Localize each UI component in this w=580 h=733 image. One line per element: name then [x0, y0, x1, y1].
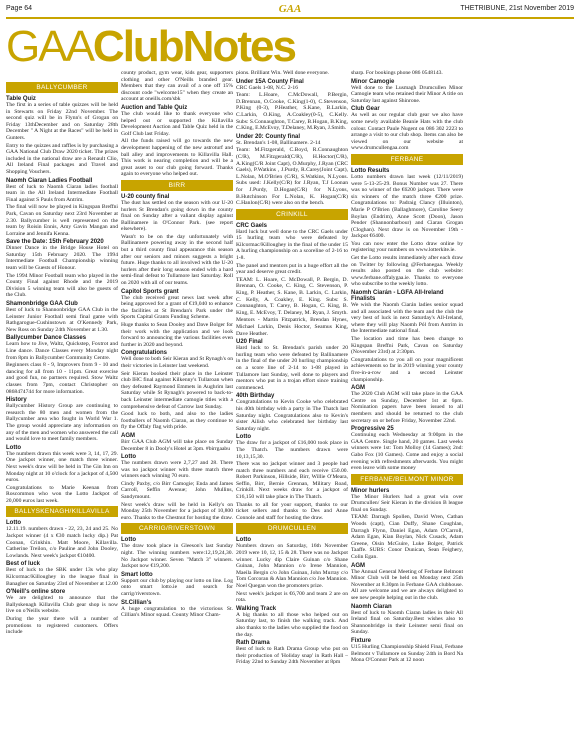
item-paragraph: Beginners class 8 - 9, Improvers from 9 - 10 and dancing for all from 10 - 11pm. Great exercise and good fun, no partners required. Stow Waltz classes from 7pm, contact Christopher on 0868474744 for more information. [6, 362, 118, 395]
item-paragraph: Congratulations to Kevin Cooke who celebrated his 40th birthday with a party in The Thatch last Saturday night. Congratulations also to Kevin's sister Ailish who celebrated her birthday last Saturday night. [236, 399, 348, 432]
item-heading: Lotto [236, 537, 251, 544]
item-paragraph: Get the Lotto results immediately after each draw on Twitter by following @Ferbanegaa. Weekly results also posted on the club website: www.ferbane.offalygaa.ie. Thanks to everyone who subscribe to the weekly lotto. [351, 255, 463, 288]
item-heading: Shamonbridge GAA Club [6, 301, 78, 308]
item-paragraph: Birr GAA Club AGM will take place on Sunday December 8 in Dooly's Hotel at 3pm. #birrgaabu [121, 438, 233, 452]
item-paragraph: Cindy Paxby, c/o Birr Camogie; Enda and James Carroll, Seffin Avenue; John Mullins, Sandymount. [121, 480, 233, 501]
item-paragraph: Dinner Dance in the Bridge House Hotel on Saturday 15th February 2020. The 1994 Intermediate Football Championship winning team will be Guests of Honour. [6, 245, 118, 272]
item-paragraph: U15 Hurling Championship Shield Final, Ferbane Belmont v Tullamore on Sunday 24th in Bord Na Mona O'Connor Park at 12 noon [351, 643, 463, 664]
item-paragraph: Congratulations to Marie Keenan from Roscommon who won the Lotto Jackpot of 20,000 euros last week. [6, 484, 118, 504]
item-heading: Congratulations [121, 350, 167, 357]
item-heading: Auction and Table Quiz [121, 104, 188, 111]
column-2 [121, 70, 233, 727]
item-heading: Under 20: County final [236, 133, 301, 140]
item-paragraph: pions. Brilliant Win. Well done everyone. [236, 70, 329, 76]
item-heading: Save the Date: 15th February 2020 [6, 239, 104, 246]
section-title: GAA [278, 3, 302, 15]
item-paragraph: A huge congratulation to the victorious St. Cillian's Minor squad. County Minor Cham- [121, 605, 233, 619]
item-paragraph: Best of luck to Naomh Ciaran ladies in their All Ireland final on Saturday.Best wishes also to Shannonbridge in their Leinster semi final on Sunday. [351, 609, 463, 636]
item-heading: Club Gear [351, 106, 380, 113]
item-heading: U-20 county final [121, 193, 170, 200]
item-heading: CRC Gaels [236, 222, 268, 229]
item-paragraph: Congratulations to you all on your magnificent achievements so far in 2019 winning your county five-in-a-row and a second Leinster championship. [351, 356, 463, 383]
item-paragraph: There was no jackpot winner and 3 people had match three numbers and each receive £50.00. Robert Parkinson, Hillside, Birr, Willie O'Meara, Seffin, Birr, Bernie Grennan, Military Road, Crinkill. Next weeks draw for a jackpot of £16,150 will take place in The Thatch. [236, 461, 348, 501]
item-heading: Lotto [6, 520, 21, 527]
column-3 [236, 70, 348, 727]
item-paragraph: CRC Gaels 1-08, N.C. 2-16 [236, 84, 298, 91]
item-paragraph: Huge thanks to Sean Dooley and Dave Bolger for their work with the application and we look forward to announcing the various facilities even further in 2020 and beyond. [121, 322, 233, 348]
item-paragraph: The 1994 Minor Football team who played in the County Final against Rhode and the 2019 Division 5 winning team will also be guests of the Club. [6, 272, 118, 299]
item-heading: St.Cillian's [121, 599, 152, 606]
item-paragraph: Thanks to all for your support, thanks to our ticket sellers and thanks to Des and Anne Connole and staff for hosting the draw. [236, 501, 348, 521]
item-paragraph: During the year there will a number of promotions to registered customers. Offers include [6, 616, 118, 636]
item-paragraph: The club received great news last week after being approved for a grant of €19,040 to enhance the facilities at St Brendan's Park under the Sports Capital Grants Funding Scheme. [121, 294, 233, 321]
item-heading: Lotto [6, 444, 21, 451]
item-heading: Lotto [121, 454, 136, 461]
item-paragraph: The draw took place in Gleeson's last Sunday night. The winning numbers were:12,19,24,30. No Jackpot winner. Seven "Match 3" winners. Jackpot now €19,200. [121, 543, 233, 570]
item-paragraph: Best of luck to Naomh Ciaran ladies football team in the All Ireland Intermediate Football Final against S Pauls from Antrim. [6, 183, 118, 203]
item-paragraph: All the funds raised will go towards the new development happening of the new astroturf and ball alley and improvements to Killavilla Hall. This work is nearing completion and will be a great asset to our club going forward. Thanks again to everyone who helped out. [121, 138, 233, 178]
item-heading: Capitol Sports grant [121, 288, 179, 295]
masthead [6, 22, 296, 71]
item-paragraph: Team: L.Hoare, C.McDowall, P.Bergin, D.Brennan, O.Cooke, C.King(1-0), C.Stevenson, P.King (0-3), P.Heather, S.Kane, B.Larkin, C.Larkin, O.King, A.Coakley(0-5), C.Kelly. Subs: S.Connaughton, T.Carey, B.Hogan, B.King, C.King, E.McEvoy, T.Delaney, M.Ryan, J.Smith. [236, 92, 348, 132]
item-heading: Lotto Results [351, 167, 390, 174]
column-4 [351, 70, 463, 727]
item-heading: Naomh Ciarán - LGFA All-Ireland Finalists [351, 290, 444, 303]
item-paragraph: Seir Kieran booked their place in the Leinster club IHC final against Kilkenny's Tullaroan when they defeated Raymond Emmets in Aughrim last Saturday while St Rynagh's powered to back-to-back Leinster intermediate camogie titles with a comprehensive defeat of Carrow last Sunday. [121, 370, 233, 410]
item-paragraph: TEAM: Darragh Spollen, David Wren, Cathan Woods (capt), Cian Duffy, Shane Coughlan, Darragh Flynn, Daniel Egan, Adam O'Carroll, Adam Egan, Kian Boylan, Nick Cusack, Adam Greene, Oisin McGuire, Luke Bolger, Patrick Taaffe. SUBS: Conor Dunican, Sean Feighery, Colin Egan. [351, 514, 463, 561]
item-paragraph: Wasn't to be on the day unfortunately with Ballinamere powering away in the second half but a third county final appearance this season after our seniors and minors suggests a bright future. Huge thanks to all involved with the U-20 hurlers after their long season ended with a hard semi-final defeat to Tullamore last Saturday. Roll on 2020 with all of our teams. [121, 233, 233, 287]
item-paragraph: Next week's jackpot is €6,700 and team 2 are on rota. [236, 590, 348, 604]
item-paragraph: Best of luck to Rath Drama Group who put on their production of 'Holiday snap' in Rath Hall –Friday 22nd to Sunday 24th November at 8pm [236, 646, 348, 666]
item-heading: Walking Track [236, 605, 277, 612]
item-heading: Rath Drama [236, 640, 270, 647]
club-banner: FERBANE [351, 154, 463, 165]
item-paragraph: Mentors - Martin Fitzpatrick, Brendan Hynes, Michael Larkin, Denis Hoctor, Seamus King, Dave Heather. [236, 317, 348, 337]
item-heading: Naomh Ciaran Ladies Football [6, 177, 93, 184]
item-heading: Minor hurlers [351, 487, 390, 494]
item-paragraph: Ballycumber History Group are continuing to research the 80 men and women from the Ballycumber area who fought in World War 1. The group would appreciate any information on any of the men and women who answered the call and would love to meet family members. [6, 403, 118, 443]
item-paragraph: As well as our regular club gear we also have some newly available Beanie Hats with the club colour. Contact Paule Nugent on 086 302 2223 to arrange a visit to our club shop. Items can also be viewed on our website at www.drumcullengaa.com [351, 112, 463, 152]
item-heading: AGM [121, 432, 135, 439]
item-paragraph: Good luck to both, and also to the ladies footballers of Naomh Ciaran, as they continue to fly the Offaly flag with pride. [121, 411, 233, 431]
item-paragraph: A big thanks to all those who helped out on Saturday last, to finish the walking track. And also thanks to the ladies who supplied the food on the day. [236, 611, 348, 638]
item-paragraph: Entry to the quizzes and raffles is by purchasing a GAA National Club Draw 2020 ticket. The prizes included in the national draw are a Renault Clio, All Ireland Final packages and Travel and Shopping Vouchers. [6, 142, 118, 175]
item-paragraph: The Annual General Meeting of Ferbane Belmont Minor Club will be held on Monday next 25th November at 8.30pm in Ferbane GAA clubhouse. All are welcome and we are always delighted to see new people helping out in the club. [351, 568, 463, 601]
item-heading: Minor Camogie [351, 78, 395, 85]
item-paragraph: county product, gym wear, kids gear, supporters clothing and other O'Neills branded gear. Members that they can avail of a one off 15% discount code "welcome15" when they create an account at oneills.com/sbk [121, 70, 233, 103]
item-paragraph: The club would like to thank everyone who helped out or supported the Killavilla Development Auction and Table Quiz held in the Golf Club last Friday. [121, 110, 233, 137]
club-banner: BALLYCUMBER [6, 82, 118, 93]
item-paragraph: sharp. For bookings phone 086 0548143. [351, 70, 443, 76]
item-paragraph: The first in a series of table quizzes will be held in Stewarts on Friday 22nd November. The second quiz will be in Flynn's of Grogan on Friday 13thDecember and on Saturday 28th December " A Night at the Races" will be held in Gunters. [6, 102, 118, 141]
masthead-gaa: GAA [6, 22, 93, 71]
page-number: Page 64 [6, 5, 33, 12]
item-paragraph: The location and time has been change to Kingspan Breffni Park, Cavan on Saturday (November 23rd) at 2:30pm. [351, 336, 463, 356]
item-paragraph: Support our club by playing our lotto on line. Log onto smart lotto.ie and search for carrig/riverstown. [121, 577, 233, 597]
item-heading: Under 15A County Final [236, 78, 304, 85]
item-paragraph: Lotto numbers drawn last week (12/11/2019) were 5-13-25-29. Bonus Number was 27. There was no winner of the €6200 jackpot. There were six winners of the match three €200 prize. Congratulations to: Padraig Clancy (Illuinton), Marie P O'Brien (Ballaghmore), Caroline Seery Boylan (Endrim), Anne Scott (Doon), Jason Pender (Shannonbarbour) and Ciaran Grogan (Cloghan). Next draw is on November 19th - Jackpot €6400. [351, 173, 463, 240]
club-banner: CARRIG/RIVERSTOWN [121, 523, 233, 534]
item-paragraph: TEAM: L. Hoare, C. McDowall, P. Bergin, D. Brennan, O. Cooke, C. King, C. Stevenson, P. King, P. Heather, S. Kane, B. Larkin, C. Larkin, C. Kelly, A. Coakley, E. King. Subs: S. Connaughton, T. Carey, B. Hogan, C. King, B. King, E. McEvoy, T. Delaney, M. Ryan, J. Smyth. [236, 276, 348, 316]
item-paragraph: The panel and mentors put in a huge effort all the year and deserve great credit. [236, 262, 348, 276]
item-paragraph: Best of luck to Shannonbridge GAA Club in the Leinster Junior Football semi final game with Rathgarogue-Cushinstown at O'Kennedy Park, New Ross on Sunday 24th November at 1.30. [6, 307, 118, 333]
item-paragraph: The final will now be played in Kingspan Breffni Park, Cavan on Saturday next 23rd November at 2.30. Ballycumber is well represented on the team by Roisin Ennis, Amy Gavin Mangan and Lorraine and Jennifa Kenna. [6, 204, 118, 237]
item-paragraph: St. Brendan's 1-08, Ballinamere. 2-14 [236, 139, 321, 146]
item-paragraph: Next week's draw will be held in Kelly's on Monday 25th November for a jackpot of 10,800 euro. Thanks to the Chestnut for hosting the draw. [121, 501, 233, 521]
item-paragraph: 12.11.19. numbers drawn - 22, 23, 24 and 25. No Jackpot winner (4 x €30 match lucky dip.) Pat Coonan, Crinkhin. Matt Moore, Killavilla. Catherine Treilon, c/o Pauline and John Dooley, Lowlands. Next week's jackpot €10400. [6, 526, 118, 559]
masthead-clubnotes: ClubNotes [92, 22, 295, 71]
item-heading: Progressive 25 [351, 426, 394, 433]
item-heading: U20 Final [236, 339, 263, 346]
item-paragraph: You can now enter the Lotto draw online by registering your numbers on www.lotterkite.ie. [351, 240, 463, 254]
club-banner: BIRR [121, 180, 233, 191]
item-heading: AGM [351, 562, 365, 569]
item-paragraph: The numbers drawn this week were 3, 14, 17, 29. One jackpot winner, one match three winner. Next week's draw will be held in The Gin Inn on Monday night at 10 o'clock for a jackpot of 4,500 euros. [6, 450, 118, 484]
item-paragraph: Hard luck to St. Brendan's parish under 20 hurling team who were defeated by Ballinamere in the final of the under 20 hurling championship on a score line of 2-14 to 1-08 played in Tullamore last Sunday, well done to players and mentors who put in a trojan effort since training commenced. [236, 345, 348, 391]
item-paragraph: Continuing each Wednesday at 9:00pm in the GAA Centre. Single hand, 20 games. Last weeks winners were 1st: Tom Molloy (14 Games); 2nd: Gabo Fox (10 Games). Come and enjoy a social evening with refreshments afterwards. You might even leave with some money [351, 432, 463, 472]
item-paragraph: The numbers drawn were 2,7,27 and 28. There was no jackpot winner with three match three winners each winning 70 euro. [121, 460, 233, 480]
item-paragraph: We wish the Naomh Ciarán ladies senior squad and all associated with the team and the club the very best of luck in next Saturday's All-Ireland, where they will play Naomh Pól from Antrim in the Intermediate national final. [351, 302, 463, 335]
edition-line: THETRIBUNE, 21st November 2019 [460, 5, 574, 12]
item-paragraph: We are delighted to announce that the Ballyskenagh Killavilla Club gear shop is now live on o'Neills website. [6, 595, 118, 615]
club-banner: CRINKILL [236, 209, 348, 220]
column-1 [6, 80, 118, 727]
item-paragraph: Learn how to Jive, Waltz, Quickstep, Foxtrot and Line dance. Dance Classes every Monday night from 8pm in Ballycumber Community Centre. [6, 341, 118, 361]
item-paragraph: The Minor Hurlers had a great win over Drumcullen/ Seir Kieran in the division B league final on Sunday. [351, 493, 463, 513]
item-paragraph: The 2020 Club AGM will take place in the GAA Centre on Sunday, December 1st at 6pm. Nomination papers have been issued to all members and should be returned to the club secretary on or before Friday, November 22nd. [351, 391, 463, 424]
club-banner: DRUMCULLEN [236, 523, 348, 534]
item-paragraph: Well done to both Seir Kieran and St Rynagh's on their victories in Leinster last weekend. [121, 356, 233, 369]
item-heading: Smart lotto [121, 571, 153, 578]
item-heading: 40th Birthday [236, 393, 275, 400]
item-heading: History [6, 397, 27, 404]
item-heading: Table Quiz [6, 96, 36, 102]
item-paragraph: Hard luck but well done to the CRC Gaels under 15 hurling team who were defeated by Kilcormac/Killoughey in the final of the under 15 A hurling championship on a scoreline of 2-16 to 1-8. [236, 228, 348, 262]
item-heading: Fixture [351, 637, 372, 644]
item-heading: AGM [351, 385, 365, 392]
item-heading: Lotto [121, 537, 136, 544]
item-paragraph: Numbers drawn on Saturday, 16th November 2019 were 10, 12, 15 & 28. There was no Jackpot winner. Lucky dip Claire Guinan c/o Shane Guinan, John Mannion c/o Irene Mannion, Maeila Bergin c/o John Guinan, John Murray c/o Tom Corcoran & Alan Mannion c/o Joe Mannion. Noel Quegan won the promoters prize. [236, 543, 348, 589]
item-heading: Lotto [236, 434, 251, 441]
item-heading: Best of luck [6, 561, 41, 568]
item-paragraph: Best of luck to the SBK under 13s who play Kilcormac/Killoughey in the league final in Banagher on Saturday 23rd of November at 12.00 [6, 567, 118, 587]
item-paragraph: Well done to the Lusmagh Drumcullen Minor Camogie team who retained their Minor A title on Saturday last against Shinrone. [351, 84, 463, 104]
item-heading: Ballycumber Dance Classes [6, 335, 87, 342]
item-heading: O'Neill's online store [6, 589, 66, 596]
item-paragraph: The dust has settled on the season with our U-20 hurlers St Brendan's going down in the county final on Sunday after a valiant display against Ballinamere in O'Connor Park. (see report elsewhere). [121, 199, 233, 233]
club-banner: FERBANE/BELMONT MINOR [351, 474, 463, 485]
item-heading: Naomh Ciaran [351, 603, 392, 610]
item-paragraph: The draw for a jackpot of £16,000 took place in The Thatch. The numbers drawn were 10,13,15,30. [236, 440, 348, 460]
item-paragraph: Team: M.Fitzgerald, C.Boyd, R.Connaughton (C/R), M.Fitzgerald(C/R), H.Hoctor(C/R), A.King(C/R Joint Capt), O.Murphy, J.Ryan (CRC Gaels), P.Watkins , J.Purdy, R.Carey(Joint Capt), L.Nolan, M.O'Brien (C/R), S.Watkins, N.Lyons. Subs used: J.Kelly(C/R) for J.Ryan, T.J Loonan for J.Purdy, D.Hogan(C/R) for N.Lyons, B.Hutchinson For L.Nolan, K. Hogan(C/R) C.Hanlon(C/R) were also on the bench. [236, 147, 348, 207]
page-header [6, 3, 574, 19]
club-banner: BALLYSKENAGH/KILLAVILLA [6, 506, 118, 517]
